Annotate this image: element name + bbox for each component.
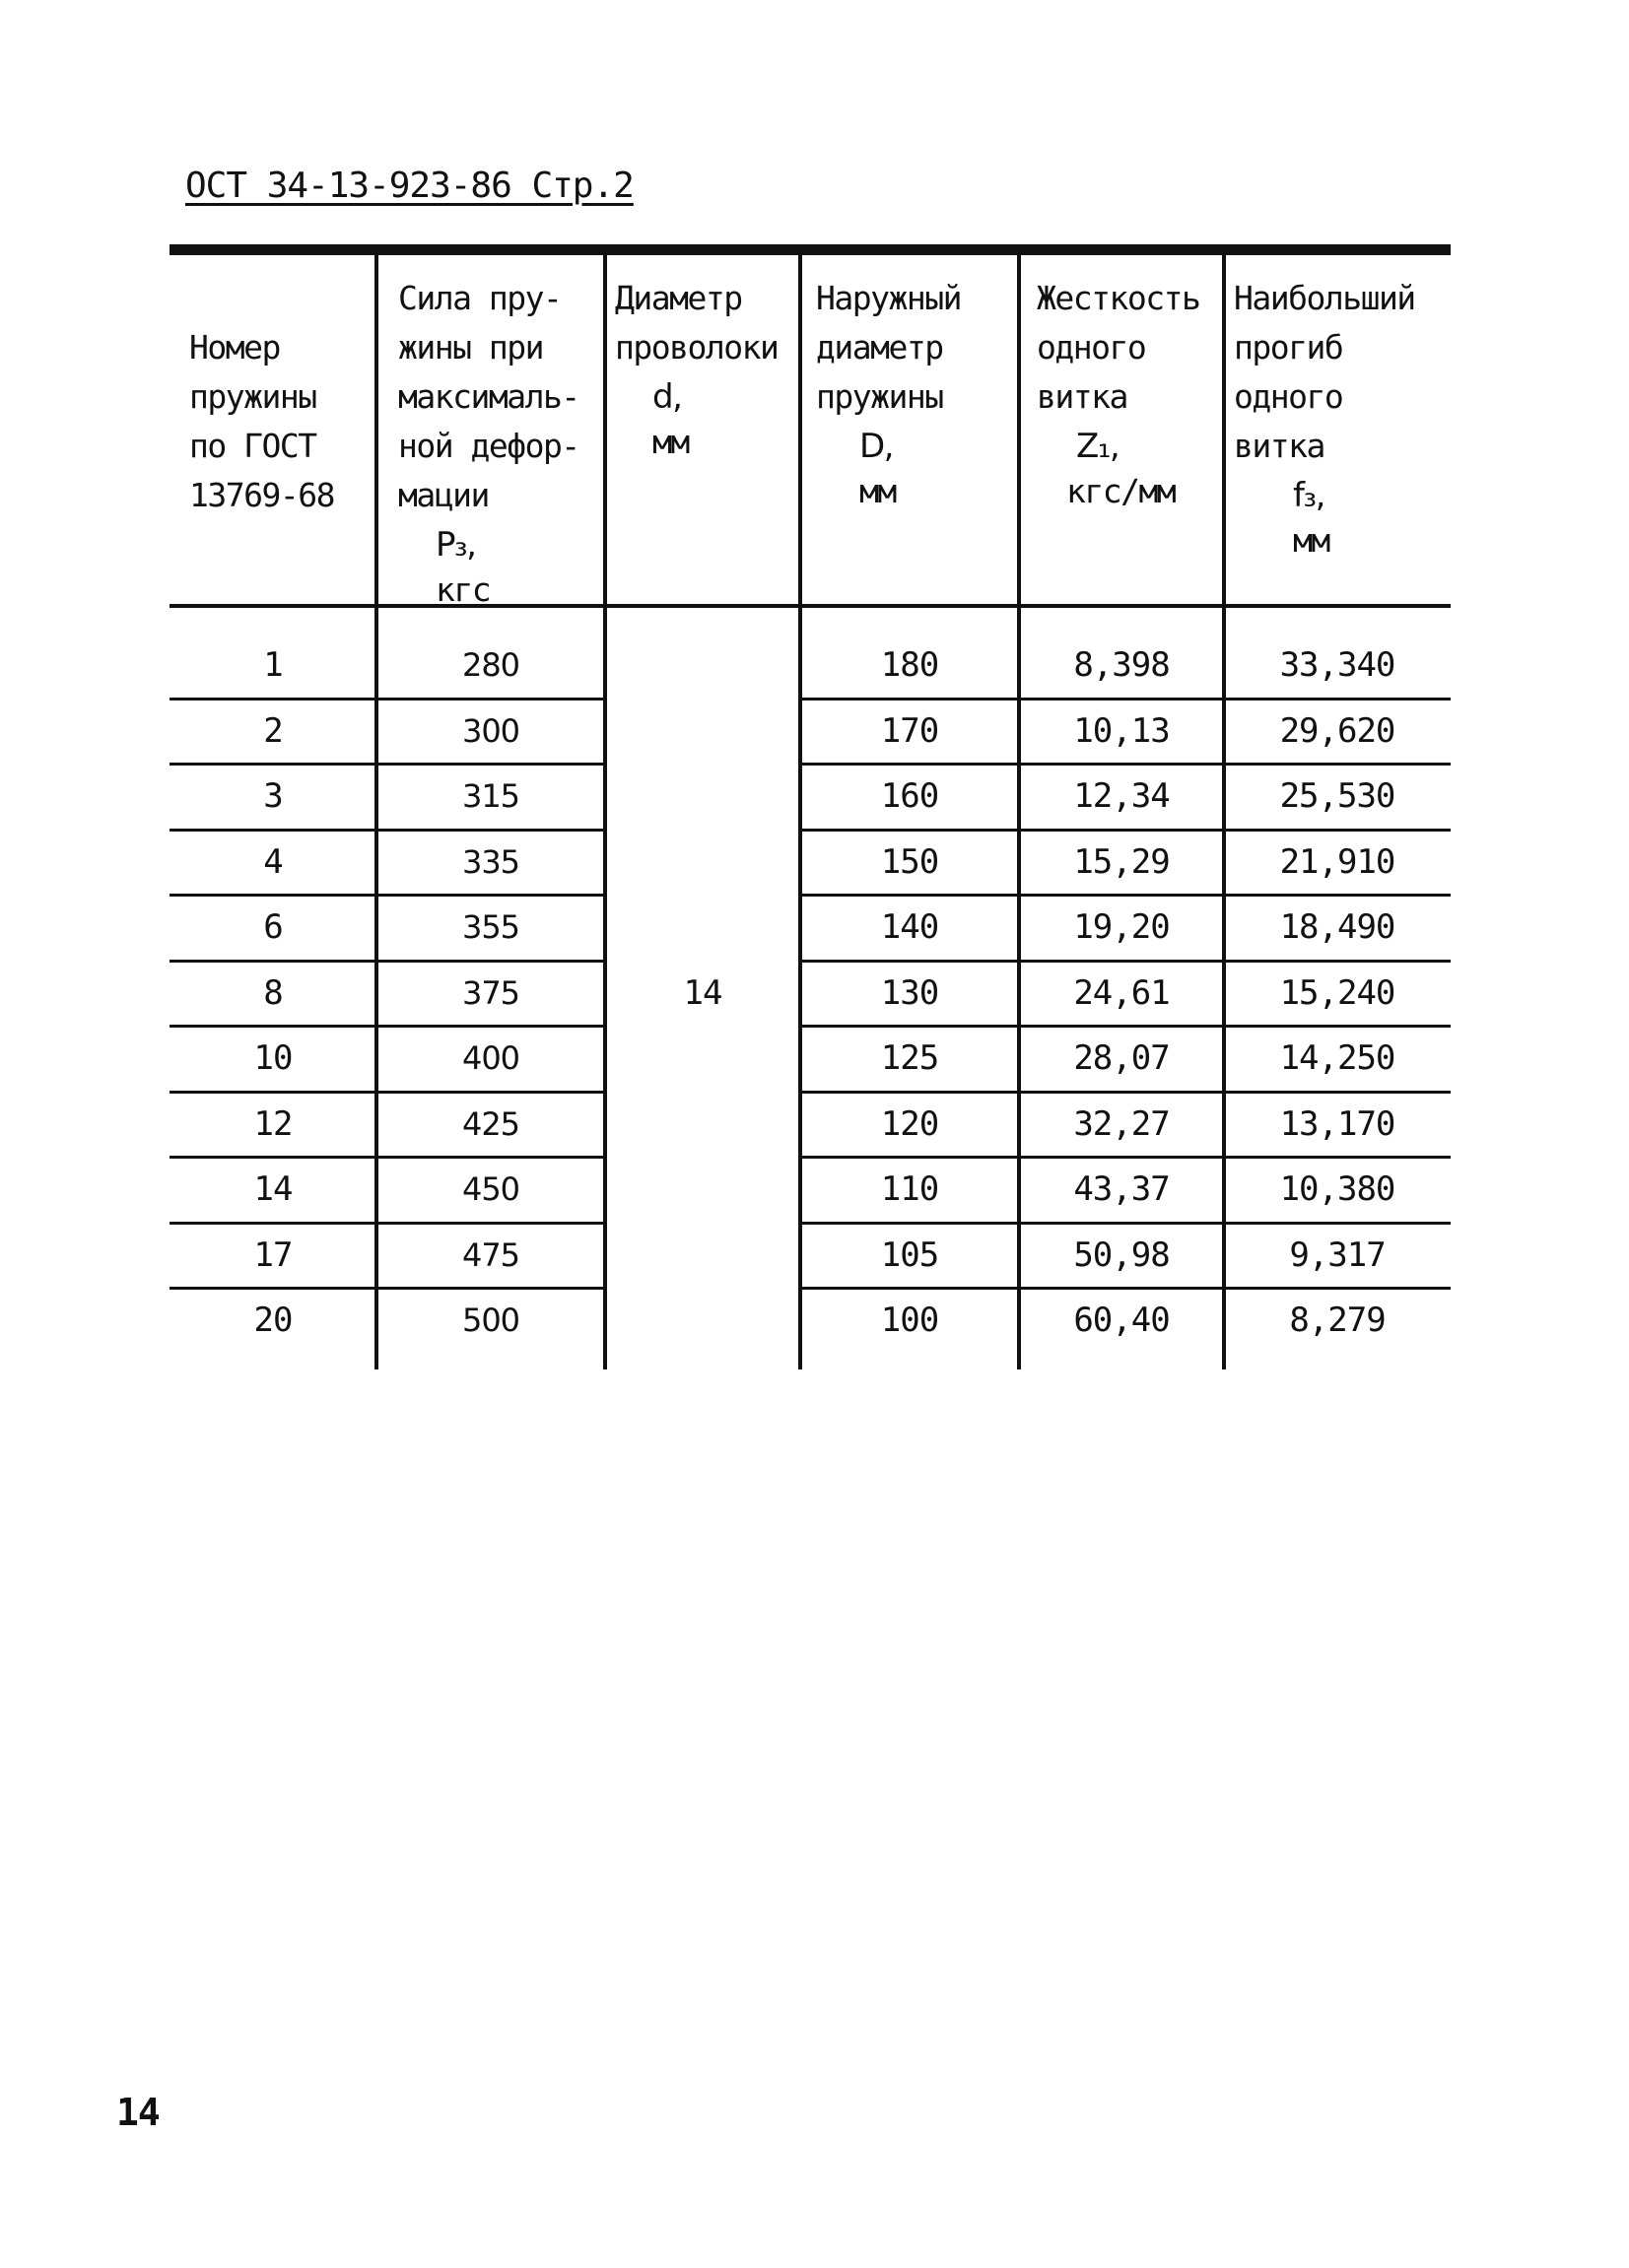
table-row-rule [170,763,605,766]
table-row-rule [800,960,1451,963]
table-cell-number: 17 [253,1234,293,1275]
table-cell-number: 2 [263,710,283,751]
column-header-line: одного [1234,377,1343,416]
table-cell-force: 315 [461,777,520,815]
table-cell-deflection: 9,317 [1289,1234,1386,1275]
table-cell-number: 14 [253,1169,293,1209]
table-cell-number: 12 [253,1103,293,1144]
table-row-rule [800,1156,1451,1159]
column-header-line: максималь- [398,377,579,416]
table-cell-force: 280 [461,646,520,684]
column-header [398,274,579,520]
column-symbol-text: D, [859,427,893,466]
column-symbol [436,520,475,569]
table-cell-number: 4 [263,841,283,882]
table-cell-force: 355 [461,908,520,946]
table-cell-force: 475 [461,1235,520,1274]
column-header-line: пружины [189,377,316,416]
page-header: ОСТ 34-13-923-86 Стр.2 [185,166,634,206]
column-symbol [859,422,893,471]
table-cell-number: 3 [263,776,283,816]
column-header-line: Наружный [816,279,961,317]
table-row-rule [170,698,605,700]
table-cell-outer-d: 120 [880,1103,939,1144]
table-cell-deflection: 14,250 [1279,1038,1395,1078]
table-row-rule [800,1025,1451,1028]
table-cell-outer-d: 170 [880,710,939,751]
table-cell-stiffness: 32,27 [1073,1103,1170,1144]
column-header-line: 13769-68 [189,476,334,514]
table-cell-deflection: 21,910 [1279,841,1395,882]
table-cell-force: 450 [461,1170,520,1208]
table-cell-outer-d: 110 [880,1169,939,1209]
column-header-line: ной дефор- [398,427,579,465]
column-header [615,274,778,372]
table-cell-force: 500 [461,1301,520,1339]
column-unit: кгс [436,570,491,609]
column-unit: мм [652,423,689,461]
column-header-line: мации [398,476,489,514]
table-row-rule [800,829,1451,832]
column-header-line: одного [1037,328,1146,367]
table-cell-stiffness: 28,07 [1073,1038,1170,1078]
table-cell-outer-d: 130 [880,972,939,1013]
column-header-line: проволоки [615,328,779,367]
table-cell-stiffness: 60,40 [1073,1301,1170,1340]
column-header-line: Номер [189,328,280,367]
table-cell-stiffness: 50,98 [1073,1234,1170,1275]
table-cell-number: 10 [253,1038,293,1078]
table-row-rule [800,1287,1451,1290]
table-cell-deflection: 8,279 [1289,1301,1386,1340]
table-cell-deflection: 10,380 [1279,1169,1395,1209]
table-row-rule [170,1222,605,1225]
table-cell-outer-d: 125 [880,1038,939,1078]
column-header-line: витка [1234,427,1324,465]
table-cell-deflection: 13,170 [1279,1103,1395,1144]
table-cell-outer-d: 150 [880,841,939,882]
column-header [816,274,961,422]
column-header [1234,274,1415,471]
table-row-rule [800,1091,1451,1094]
spring-table [170,244,1451,1369]
column-symbol [652,372,681,422]
column-header-line [189,274,334,323]
table-cell-outer-d: 160 [880,776,939,816]
table-row-rule [170,829,605,832]
table-cell-stiffness: 43,37 [1073,1169,1170,1209]
column-symbol-text: Р₃, [436,525,476,565]
column-header-line: Диаметр [615,279,742,317]
column-header-line: жины при [398,328,543,367]
table-cell-number: 6 [263,907,283,947]
column-header-line: по ГОСТ [189,427,316,465]
column-header-line: прогиб [1234,328,1343,367]
column-symbol-text: f₃, [1293,476,1324,515]
table-cell-number: 1 [263,645,283,685]
table-cell-force: 300 [461,711,520,750]
table-cell-wire-diameter: 14 [683,972,722,1013]
table-cell-force: 335 [461,842,520,881]
column-symbol [1293,471,1324,520]
column-unit: мм [1293,521,1329,560]
table-cell-outer-d: 105 [880,1234,939,1275]
table-cell-stiffness: 8,398 [1073,645,1170,685]
column-header-line: Сила пру- [398,279,562,317]
table-cell-number: 20 [253,1301,293,1340]
table-cell-outer-d: 140 [880,907,939,947]
table-row-rule [170,1287,605,1290]
column-unit: мм [859,472,896,510]
table-row-rule [170,1091,605,1094]
table-row-rule [170,960,605,963]
column-header-line: диаметр [816,328,943,367]
table-header-rule [170,604,1451,608]
table-top-rule [170,244,1451,255]
table-cell-stiffness: 12,34 [1073,776,1170,816]
column-header-line: Жесткость [1037,279,1200,317]
table-cell-force: 400 [461,1039,520,1077]
table-cell-force: 425 [461,1104,520,1143]
table-row-rule [170,1025,605,1028]
table-row-rule [800,894,1451,897]
column-unit: кгс/мм [1066,472,1176,510]
table-cell-deflection: 29,620 [1279,710,1395,751]
table-row-rule [800,1222,1451,1225]
table-cell-stiffness: 19,20 [1073,907,1170,947]
table-cell-stiffness: 10,13 [1073,710,1170,751]
table-cell-number: 8 [263,972,283,1013]
column-header-line: пружины [816,377,943,416]
page-number: 14 [116,2091,160,2134]
column-header [1037,274,1199,422]
table-cell-deflection: 18,490 [1279,907,1395,947]
column-header [189,274,334,520]
column-header-line: витка [1037,377,1127,416]
table-cell-outer-d: 100 [880,1301,939,1340]
table-cell-outer-d: 180 [880,645,939,685]
table-row-rule [800,763,1451,766]
table-cell-deflection: 33,340 [1279,645,1395,685]
column-symbol-text: Z₁, [1076,427,1120,466]
table-cell-stiffness: 15,29 [1073,841,1170,882]
table-cell-deflection: 15,240 [1279,972,1395,1013]
column-header-line: Наибольший [1234,279,1415,317]
table-row-rule [800,698,1451,700]
table-row-rule [170,894,605,897]
column-symbol [1076,422,1119,471]
table-row-rule [170,1156,605,1159]
column-symbol-text: d, [652,377,682,417]
table-cell-deflection: 25,530 [1279,776,1395,816]
table-cell-stiffness: 24,61 [1073,972,1170,1013]
table-cell-force: 375 [461,973,520,1012]
